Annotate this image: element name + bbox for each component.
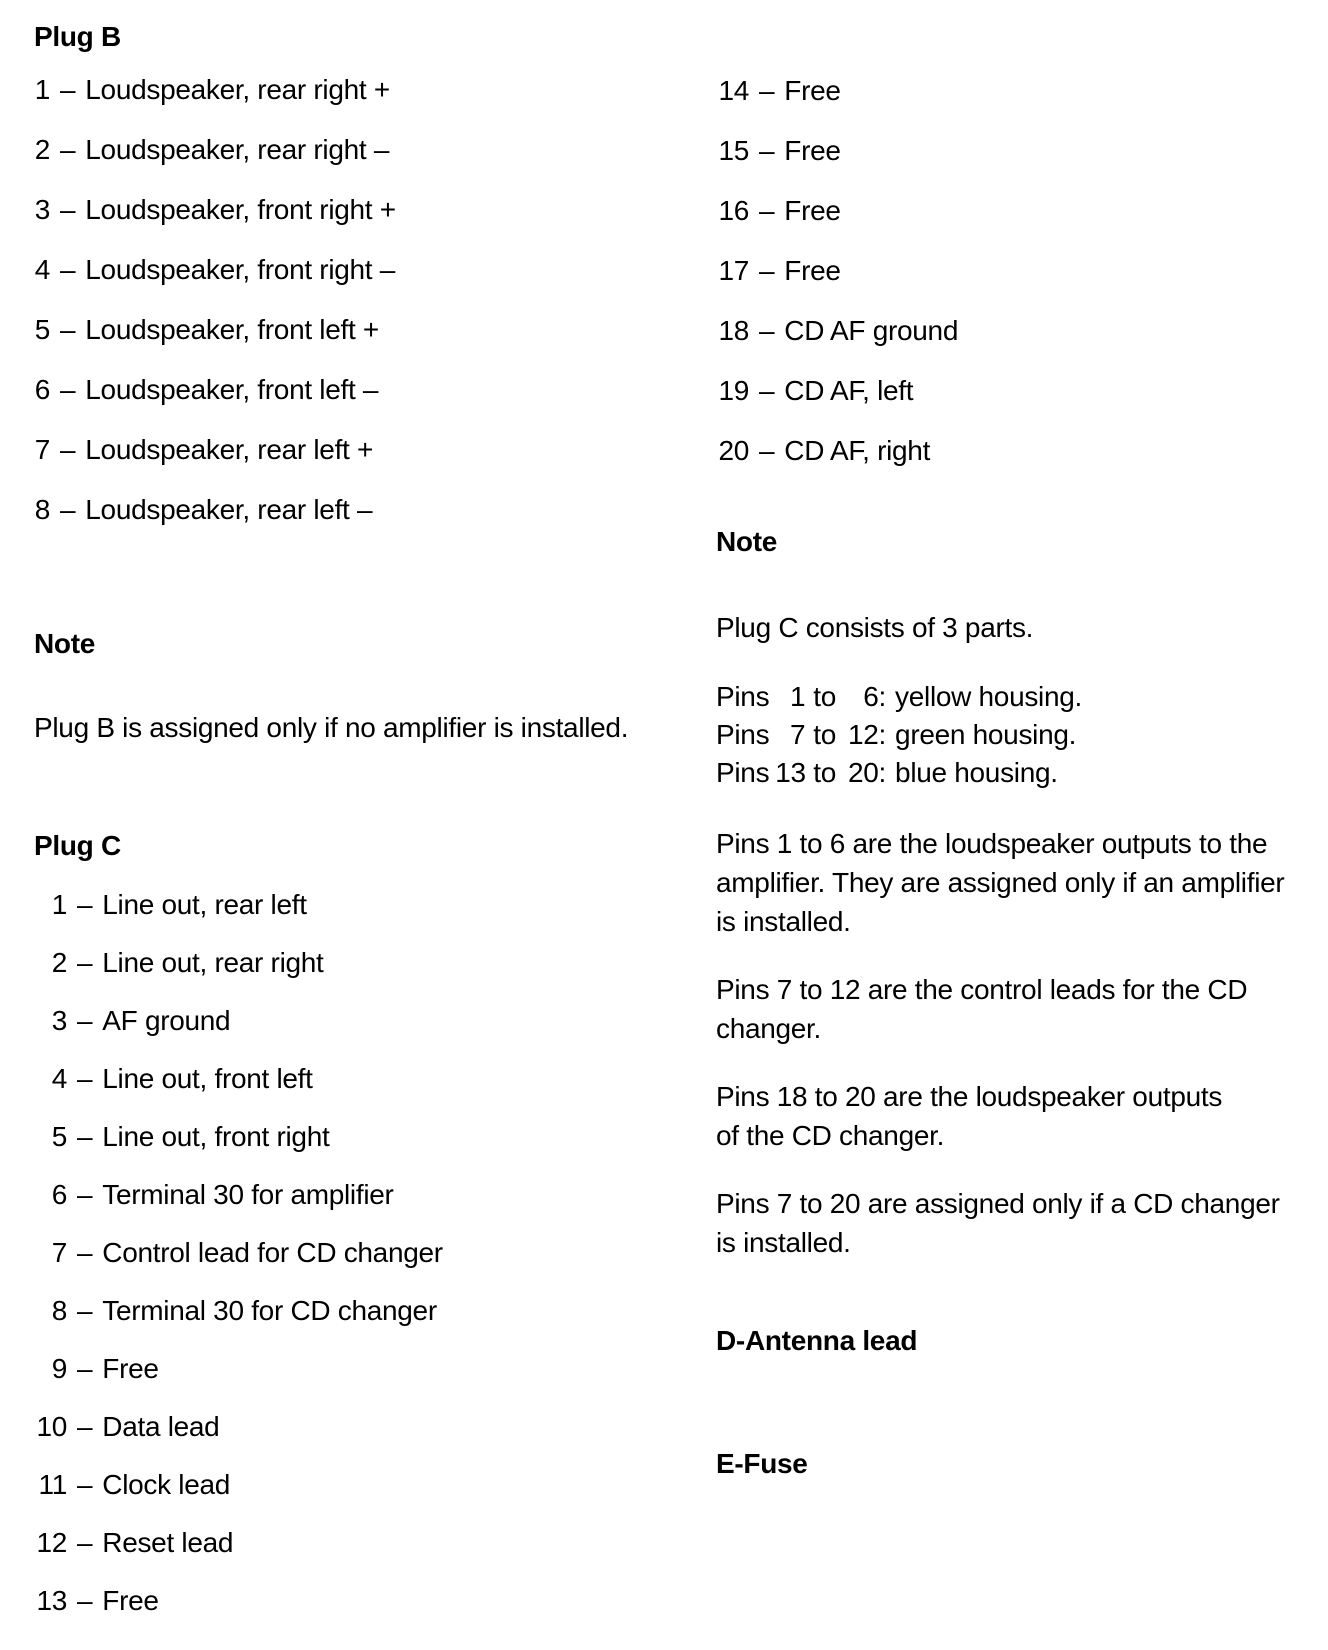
housing-label: green housing. <box>895 719 1077 750</box>
pin-row <box>34 373 664 407</box>
pin-number: 16 <box>718 195 749 226</box>
left-column <box>34 0 664 1642</box>
pins-word: Pins <box>716 681 770 712</box>
pin-number: 4 <box>34 254 50 285</box>
pin-separator: – <box>60 254 76 285</box>
pin-number: 3 <box>51 1005 67 1036</box>
paragraph-line: Pins 7 to 12 are the control leads for the CD <box>716 974 1248 1005</box>
pins-word: Pins <box>716 757 770 788</box>
pin-number: 7 <box>34 434 50 465</box>
pin-label: Loudspeaker, front right – <box>85 254 396 285</box>
pin-label: Loudspeaker, rear right + <box>85 74 390 105</box>
pin-separator: – <box>759 435 775 466</box>
pin-label: Free <box>784 195 841 226</box>
pin-label: Loudspeaker, front left – <box>85 374 379 405</box>
pin-label: Control lead for CD changer <box>102 1237 443 1268</box>
pin-row <box>34 1410 664 1444</box>
pin-row <box>716 134 1316 168</box>
paragraph-line: is installed. <box>716 906 851 937</box>
plug-b-title: Plug B <box>34 21 121 52</box>
pin-label: Terminal 30 for amplifier <box>102 1179 394 1210</box>
pin-row <box>716 74 1316 108</box>
pin-separator: – <box>759 255 775 286</box>
pin-label: Free <box>784 75 841 106</box>
pin-label: Line out, rear right <box>102 947 324 978</box>
pin-label: Loudspeaker, front right + <box>85 194 396 225</box>
plug-c-note-intro: Plug C consists of 3 parts. <box>716 612 1034 643</box>
pin-label: CD AF, left <box>784 375 914 406</box>
pin-row <box>716 374 1316 408</box>
pin-separator: – <box>759 135 775 166</box>
pin-label: Line out, rear left <box>102 889 307 920</box>
pin-separator: – <box>759 375 775 406</box>
housing-to-number: 12: <box>848 719 887 750</box>
plug-c-pin-list-14-20 <box>716 74 1316 468</box>
pin-number: 5 <box>51 1121 67 1152</box>
pin-row <box>34 1294 664 1328</box>
paragraph-line: of the CD changer. <box>716 1120 945 1151</box>
pin-number: 5 <box>34 314 50 345</box>
pin-number: 12 <box>36 1527 67 1558</box>
pin-separator: – <box>60 434 76 465</box>
pin-row <box>34 1120 664 1154</box>
pin-label: Line out, front left <box>102 1063 313 1094</box>
pin-row <box>34 313 664 347</box>
pin-row <box>34 1526 664 1560</box>
plug-b-note-title: Note <box>34 628 96 659</box>
pin-label: Loudspeaker, front left + <box>85 314 379 345</box>
to-word: to <box>813 719 837 750</box>
d-antenna-heading: D-Antenna lead <box>716 1325 918 1356</box>
pin-label: Loudspeaker, rear left – <box>85 494 373 525</box>
paragraph-line: is installed. <box>716 1227 851 1258</box>
pin-separator: – <box>60 194 76 225</box>
pin-separator: – <box>759 315 775 346</box>
pin-row <box>34 1584 664 1618</box>
pin-row <box>34 253 664 287</box>
pin-number: 3 <box>34 194 50 225</box>
housing-label: yellow housing. <box>895 681 1082 712</box>
pin-separator: – <box>77 1585 93 1616</box>
pin-row <box>34 1236 664 1270</box>
to-word: to <box>813 757 837 788</box>
housing-line <box>716 716 1316 754</box>
plug-b-pin-list <box>34 73 664 527</box>
pin-row <box>34 1352 664 1386</box>
plug-b-note-body: Plug B is assigned only if no amplifier is installed. <box>34 712 629 743</box>
pin-label: Line out, front right <box>102 1121 330 1152</box>
note-paragraph-3 <box>716 1077 1316 1155</box>
paragraph-line: Pins 7 to 20 are assigned only if a CD changer <box>716 1188 1280 1219</box>
pin-row <box>716 194 1316 228</box>
pin-separator: – <box>759 195 775 226</box>
pin-row <box>34 73 664 107</box>
pin-label: Loudspeaker, rear right – <box>85 134 390 165</box>
note-paragraph-2 <box>716 970 1316 1048</box>
pin-row <box>34 133 664 167</box>
pin-number: 1 <box>34 74 50 105</box>
pin-label: CD AF, right <box>784 435 931 466</box>
pin-label: Data lead <box>102 1411 220 1442</box>
housing-label: blue housing. <box>895 757 1058 788</box>
pin-number: 13 <box>36 1585 67 1616</box>
pin-label: Reset lead <box>102 1527 234 1558</box>
pin-number: 20 <box>718 435 749 466</box>
pin-label: Free <box>102 1585 159 1616</box>
pin-separator: – <box>77 1179 93 1210</box>
pin-number: 1 <box>51 889 67 920</box>
pin-number: 15 <box>718 135 749 166</box>
to-word: to <box>813 681 837 712</box>
pin-separator: – <box>759 75 775 106</box>
pin-label: Free <box>784 135 841 166</box>
pin-row <box>34 1178 664 1212</box>
pin-row <box>34 946 664 980</box>
pin-number: 9 <box>51 1353 67 1384</box>
pin-number: 6 <box>34 374 50 405</box>
pin-separator: – <box>60 134 76 165</box>
note-paragraph-1 <box>716 824 1316 941</box>
pin-separator: – <box>77 947 93 978</box>
pin-separator: – <box>77 1411 93 1442</box>
housing-list <box>716 678 1316 792</box>
housing-to-number: 20: <box>848 757 887 788</box>
paragraph-line: Pins 1 to 6 are the loudspeaker outputs to the <box>716 828 1268 859</box>
pin-row <box>34 493 664 527</box>
pin-label: Loudspeaker, rear left + <box>85 434 374 465</box>
pin-separator: – <box>77 1063 93 1094</box>
pin-separator: – <box>77 1469 93 1500</box>
e-fuse-heading: E-Fuse <box>716 1448 808 1479</box>
pin-separator: – <box>60 74 76 105</box>
plug-c-title: Plug C <box>34 830 121 861</box>
housing-from-number: 1 <box>790 681 806 712</box>
pin-separator: – <box>60 494 76 525</box>
pin-number: 2 <box>34 134 50 165</box>
pin-separator: – <box>77 1295 93 1326</box>
pin-row <box>34 193 664 227</box>
pin-number: 7 <box>51 1237 67 1268</box>
pin-row <box>716 314 1316 348</box>
pin-number: 6 <box>51 1179 67 1210</box>
plug-c-pin-list-1-13 <box>34 888 664 1618</box>
pin-number: 18 <box>718 315 749 346</box>
housing-to-number: 6: <box>863 681 887 712</box>
pin-label: Terminal 30 for CD changer <box>102 1295 437 1326</box>
housing-line <box>716 754 1316 792</box>
housing-from-number: 7 <box>790 719 806 750</box>
pin-number: 8 <box>51 1295 67 1326</box>
pins-word: Pins <box>716 719 770 750</box>
pin-number: 14 <box>718 75 749 106</box>
pin-number: 10 <box>36 1411 67 1442</box>
paragraph-line: changer. <box>716 1013 822 1044</box>
pin-number: 11 <box>38 1469 67 1500</box>
housing-line <box>716 678 1316 716</box>
pin-row <box>716 434 1316 468</box>
paragraph-line: Pins 18 to 20 are the loudspeaker outputs <box>716 1081 1223 1112</box>
pin-number: 2 <box>51 947 67 978</box>
pin-separator: – <box>77 1121 93 1152</box>
pin-row <box>34 888 664 922</box>
right-column <box>716 0 1316 1481</box>
pin-separator: – <box>77 1527 93 1558</box>
pin-number: 4 <box>51 1063 67 1094</box>
pin-row <box>34 433 664 467</box>
housing-from-number: 13 <box>775 757 806 788</box>
pin-separator: – <box>77 1237 93 1268</box>
note-paragraph-4 <box>716 1184 1316 1262</box>
pin-row <box>34 1004 664 1038</box>
pin-separator: – <box>77 889 93 920</box>
pin-label: CD AF ground <box>784 315 959 346</box>
pin-separator: – <box>60 314 76 345</box>
pin-label: AF ground <box>102 1005 231 1036</box>
pin-label: Free <box>102 1353 159 1384</box>
pin-label: Clock lead <box>102 1469 231 1500</box>
pin-number: 19 <box>718 375 749 406</box>
plug-c-note-title: Note <box>716 526 778 557</box>
pin-separator: – <box>77 1005 93 1036</box>
pin-row <box>716 254 1316 288</box>
pin-separator: – <box>60 374 76 405</box>
pin-number: 8 <box>34 494 50 525</box>
pin-separator: – <box>77 1353 93 1384</box>
pin-row <box>34 1062 664 1096</box>
paragraph-line: amplifier. They are assigned only if an amplifier <box>716 867 1285 898</box>
pin-number: 17 <box>718 255 749 286</box>
pin-label: Free <box>784 255 841 286</box>
pin-row <box>34 1468 664 1502</box>
